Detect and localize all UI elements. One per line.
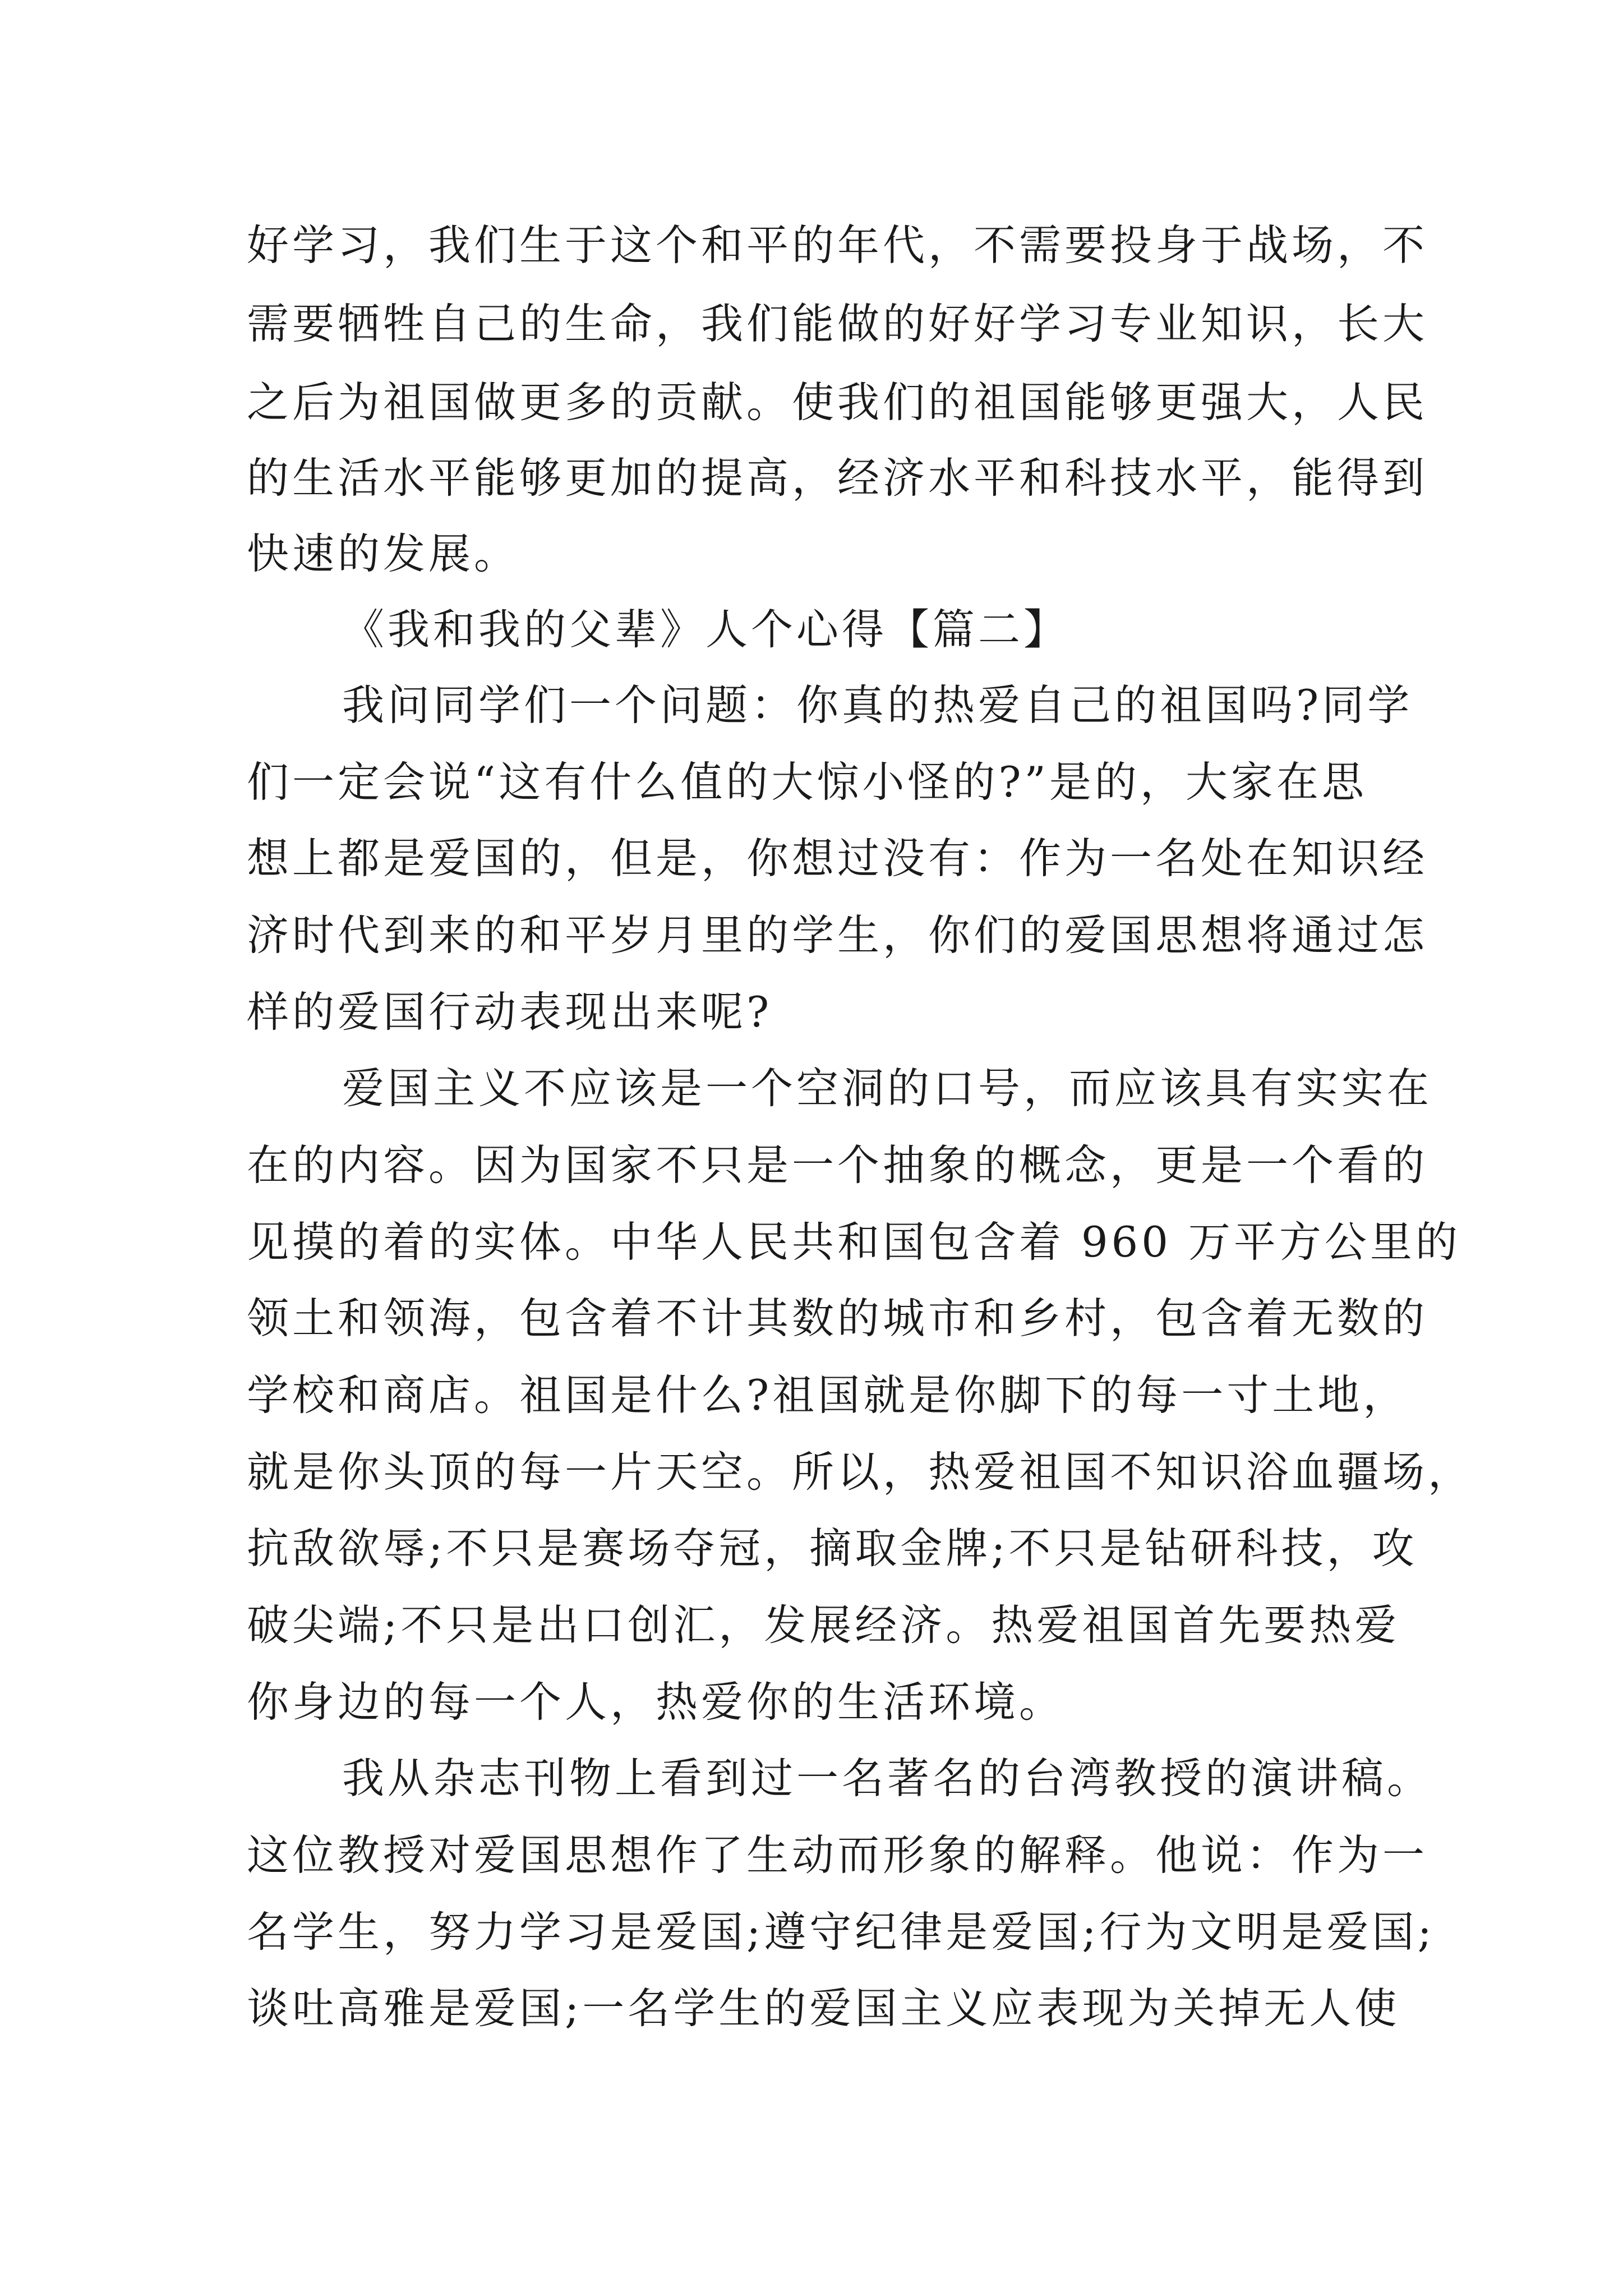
text-line: 我从杂志刊物上看到过一名著名的台湾教授的演讲稿。 — [342, 1754, 1433, 1803]
section-heading: 《我和我的父辈》人个心得【篇二】 — [342, 605, 1069, 654]
text-line: 学校和商店。祖国是什么?祖国就是你脚下的每一寸土地， — [247, 1370, 1409, 1420]
text-line: 爱国主义不应该是一个空洞的口号，而应该具有实实在 — [342, 1064, 1433, 1113]
text-line: 需要牺牲自己的生命，我们能做的好好学习专业知识，长大 — [247, 299, 1428, 348]
text-line: 谈吐高雅是爱国;一名学生的爱国主义应表现为关掉无人使 — [247, 1984, 1400, 2033]
text-line: 你身边的每一个人，热爱你的生活环境。 — [247, 1677, 1065, 1727]
text-line: 我问同学们一个问题：你真的热爱自己的祖国吗?同学 — [342, 680, 1413, 730]
text-line: 济时代到来的和平岁月里的学生，你们的爱国思想将通过怎 — [247, 910, 1428, 960]
text-line: 在的内容。因为国家不只是一个抽象的概念，更是一个看的 — [247, 1140, 1428, 1190]
text-line: 破尖端;不只是出口创汇，发展经济。热爱祖国首先要热爱 — [247, 1600, 1400, 1650]
text-line: 快速的发展。 — [247, 529, 520, 578]
text-line: 之后为祖国做更多的贡献。使我们的祖国能够更强大，人民 — [247, 378, 1428, 427]
text-line: 好学习，我们生于这个和平的年代，不需要投身于战场，不 — [247, 220, 1428, 270]
text-line: 样的爱国行动表现出来呢? — [247, 987, 773, 1037]
text-line: 这位教授对爱国思想作了生动而形象的解释。他说：作为一 — [247, 1830, 1428, 1880]
text-line: 想上都是爱国的，但是，你想过没有：作为一名处在知识经 — [247, 834, 1428, 883]
text-line: 见摸的着的实体。中华人民共和国包含着 960 万平方公里的 — [247, 1217, 1461, 1267]
text-line: 就是你头顶的每一片天空。所以，热爱祖国不知识浴血疆场， — [247, 1447, 1474, 1497]
text-line: 领土和领海，包含着不计其数的城市和乡村，包含着无数的 — [247, 1294, 1428, 1343]
text-line: 抗敌欲辱;不只是赛场夺冠，摘取金牌;不只是钻研科技，攻 — [247, 1524, 1418, 1573]
text-line: 名学生，努力学习是爱国;遵守纪律是爱国;行为文明是爱国; — [247, 1907, 1435, 1957]
text-line: 的生活水平能够更加的提高，经济水平和科技水平，能得到 — [247, 453, 1428, 503]
text-line: 们一定会说“这有什么值的大惊小怪的?”是的，大家在思 — [247, 757, 1367, 807]
